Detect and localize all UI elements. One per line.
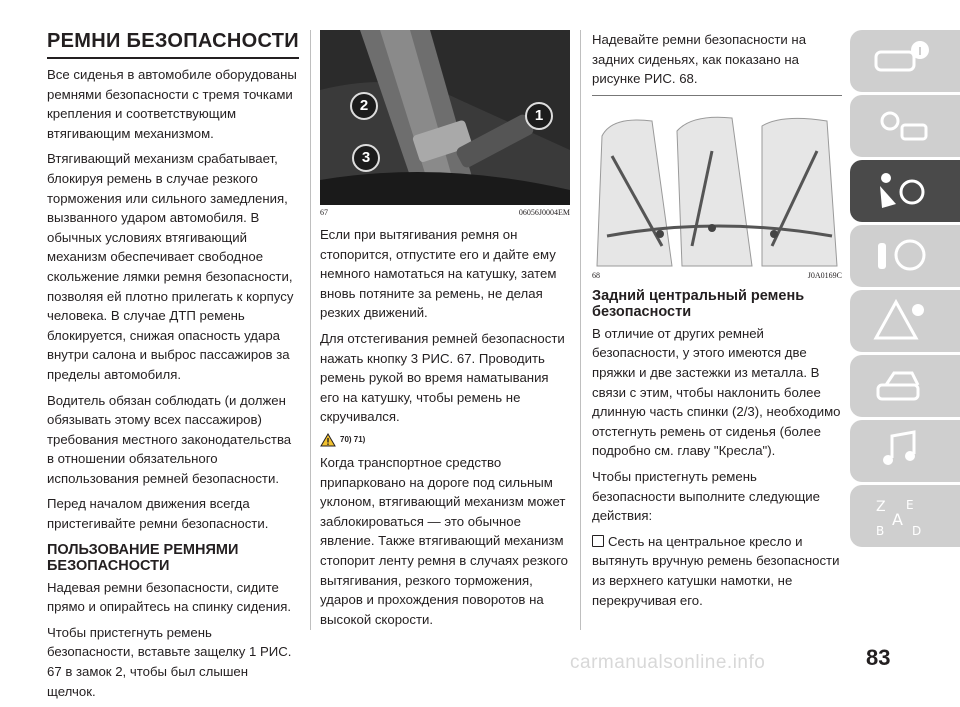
tab-index[interactable]: [850, 485, 960, 547]
svg-text:B: B: [876, 524, 885, 538]
svg-text:D: D: [912, 524, 922, 538]
warning-refs: 70) 71): [340, 435, 366, 445]
column-divider: [580, 30, 581, 630]
chapter-tabs: [850, 30, 960, 550]
tab-safety[interactable]: [850, 160, 960, 222]
warning-reference: [320, 433, 570, 447]
paragraph: Чтобы пристегнуть ремень безопасности, вставьте защелку 1 РИС. 67 в замок 2, чтобы был слышен щелчок.: [47, 624, 292, 699]
paragraph: Когда транспортное средство припарковано на дороге под сильным уклоном, втягивающий механизм может заблокироваться — это обычное явление. Также втягивающий механизм стопорит ленту ремня в случаях резкого вытягивания, резкого торможения, ударов и прохождения поворотов на высокой скорости.: [320, 454, 568, 627]
figure-caption: [320, 208, 570, 217]
checkbox-bullet-icon: [592, 535, 604, 547]
dashboard-lights-icon: [872, 103, 932, 149]
callout-1: 1: [525, 102, 553, 130]
safety-airbag-icon: [872, 168, 932, 214]
index-icon: [872, 493, 932, 539]
section-title: РЕМНИ БЕЗОПАСНОСТИ: [47, 30, 299, 59]
figure-caption: [592, 271, 842, 280]
paragraph: Все сиденья в автомобиле оборудованы ремнями безопасности с тремя точками крепления и соответствующим втягивающим механизмом.: [47, 67, 297, 141]
paragraph: Надевая ремни безопасности, сидите прямо и опирайтесь на спинку сидения.: [47, 579, 292, 615]
warning-triangle-icon: [872, 298, 932, 344]
callout-3: 3: [352, 144, 380, 172]
paragraph: Если при вытягивания ремня он стопорится, отпустите его и дайте ему немного намотаться на катушку, затем вновь потяните за ремень, не делая резких движений.: [320, 227, 557, 321]
list-item-text: Сесть на центральное кресло и вытянуть вручную ремень безопасности из верхнего катушки намотки, не перекручивая его.: [592, 533, 840, 608]
column-divider: [310, 30, 311, 630]
paragraph: В отличие от других ремней безопасности, у этого имеются две пряжки и две застежки из металла. В связи с этим, чтобы наклонить более длинную часть спинки (2/3), необходимо отстегнуть ремень от сиденья (более подробно см. главу "Кресла").: [592, 325, 841, 459]
svg-text:A: A: [892, 510, 903, 529]
start-drive-icon: [872, 233, 932, 279]
paragraph: Надевайте ремни безопасности на задних сиденьях, как показано на рисунке РИС. 68.: [592, 32, 807, 87]
tab-maintenance[interactable]: [850, 355, 960, 417]
figure-68-rear-seatbelts: [592, 96, 842, 268]
tab-start-drive[interactable]: [850, 225, 960, 287]
figure-67-seatbelt-buckle: [320, 30, 570, 205]
svg-text:Z: Z: [876, 499, 886, 515]
callout-2: 2: [350, 92, 378, 120]
figure-number: 68: [592, 270, 600, 280]
column-3: [592, 30, 842, 616]
column-1: [47, 30, 299, 707]
subsection-title: Задний центральный ремень безопасности: [592, 287, 805, 320]
watermark: carmanualsonline.info: [570, 652, 766, 673]
warning-triangle-icon: [320, 433, 336, 447]
multimedia-icon: [872, 428, 932, 474]
paragraph: Перед началом движения всегда пристегивайте ремни безопасности.: [47, 496, 269, 532]
figure-code: 06056J0004EM: [518, 208, 570, 217]
figure-code: J0A0169C: [807, 270, 842, 280]
page-number: 83: [866, 645, 891, 670]
car-info-icon: [872, 38, 932, 84]
maintenance-icon: [872, 363, 932, 409]
tab-car-info[interactable]: [850, 30, 960, 92]
paragraph: Втягивающий механизм срабатывает, блокируя ремень в случае резкого торможения или сильного замедления, вызванного ударом автомобиля. В обычных условиях втягивающий механизм обеспечивает свободное скольжение лямки ремня безопасности, позволяя ей плотно прилегать к корпусу человека. В случае ДТП ремень блокируется, снижая опасность удара внутри салона и выброс пассажиров за пределы автомобиля.: [47, 151, 294, 382]
rear-seats-illustration: [592, 96, 842, 268]
paragraph: Для отстегивания ремней безопасности нажать кнопку 3 РИС. 67. Проводить ремень рукой во время наматывания его на катушку, чтобы ремень не скручивался.: [320, 330, 565, 425]
tab-dashboard-lights[interactable]: [850, 95, 960, 157]
column-2: [320, 30, 570, 635]
tab-emergency[interactable]: [850, 290, 960, 352]
paragraph: Водитель обязан соблюдать (и должен обязывать этому всех пассажиров) требования местного законодательства в отношении обязательного использования ремней безопасности.: [47, 392, 292, 486]
list-item: [592, 532, 842, 610]
svg-text:E: E: [906, 498, 914, 512]
subsection-title: ПОЛЬЗОВАНИЕ РЕМНЯМИ БЕЗОПАСНОСТИ: [47, 541, 239, 574]
figure-number: 67: [320, 208, 328, 217]
paragraph: Чтобы пристегнуть ремень безопасности выполните следующие действия:: [592, 468, 820, 524]
tab-multimedia[interactable]: [850, 420, 960, 482]
